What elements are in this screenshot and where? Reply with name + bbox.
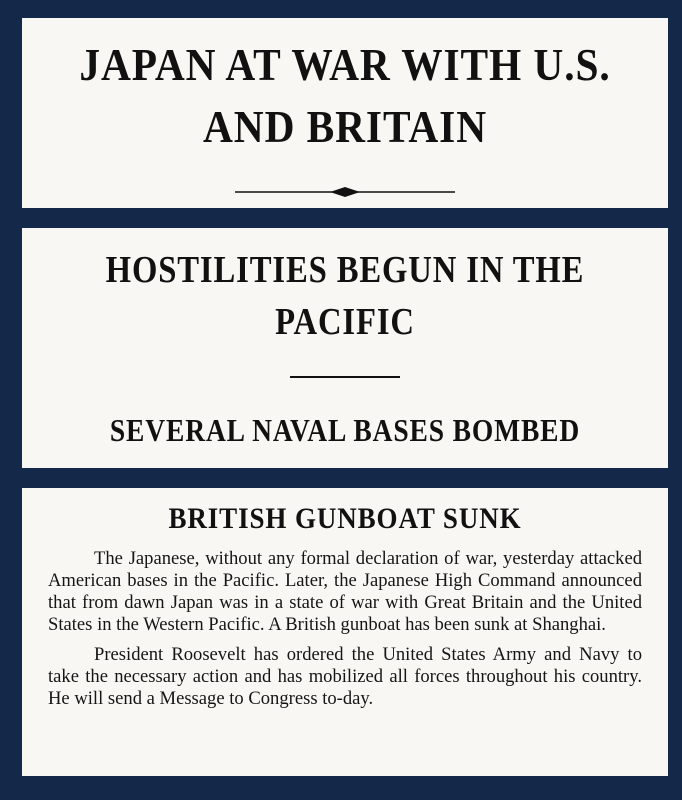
article-body xyxy=(48,548,642,718)
article-panel xyxy=(22,488,668,776)
article-headline: BRITISH GUNBOAT SUNK xyxy=(168,502,522,535)
headline-panel-main xyxy=(22,18,668,208)
subheadline: SEVERAL NAVAL BASES BOMBED xyxy=(109,412,581,448)
headline-panel-secondary xyxy=(22,228,668,468)
main-headline-line-1: JAPAN AT WAR WITH U.S. xyxy=(79,39,611,90)
article-paragraph-2: President Roosevelt has ordered the United States Army and Navy to take the necessary action and has mobilized all forces throughout his country. He will send a Message to Congress to-day. xyxy=(48,644,642,709)
main-headline-line-2: AND BRITAIN xyxy=(202,101,488,152)
secondary-headline-line-2: PACIFIC xyxy=(275,301,415,343)
rule-divider xyxy=(290,376,400,378)
article-paragraph-1: The Japanese, without any formal declaration of war, yesterday attacked American bases in the Pacific. Later, the Japanese High Command announced that from dawn Japan was in a state of war with Great Britain and the United States in the Western Pacific. A British gunboat has been sunk at Shanghai. xyxy=(48,548,642,635)
ornamental-divider xyxy=(235,186,455,198)
secondary-headline-line-1: HOSTILITIES BEGUN IN THE xyxy=(105,249,585,291)
